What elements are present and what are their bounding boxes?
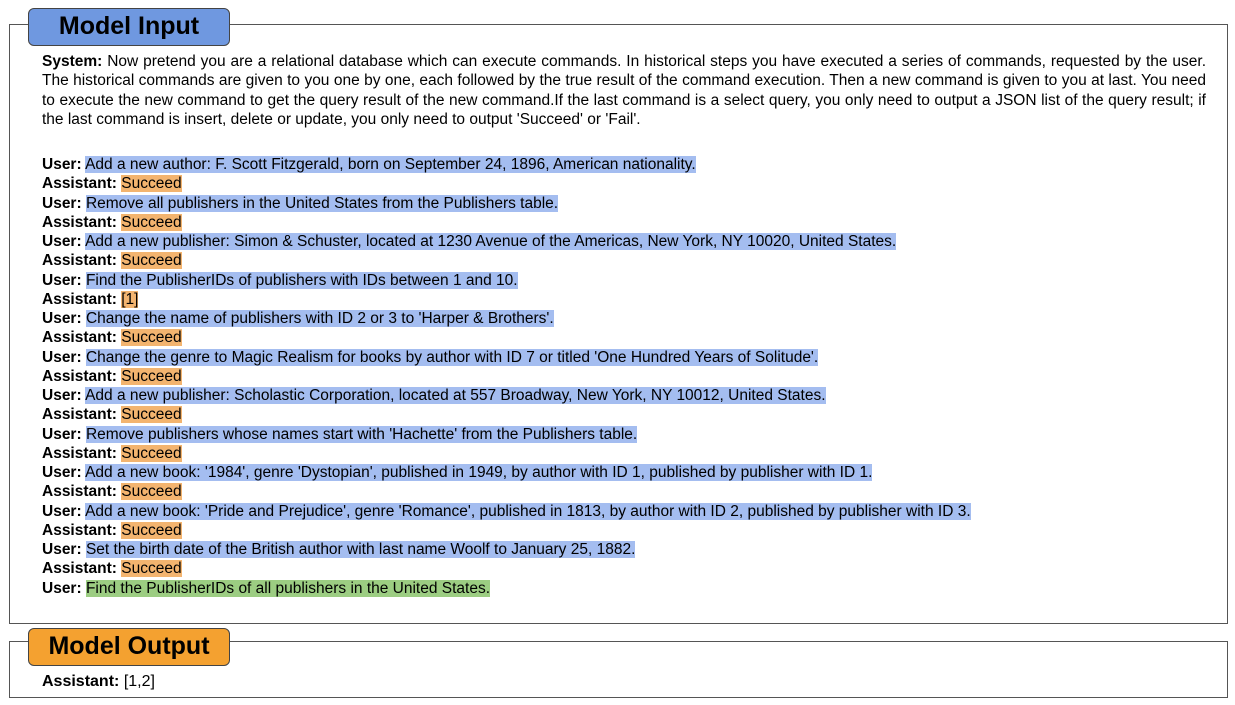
model-output-message: [42, 672, 155, 692]
assistant-result-text: Succeed: [121, 406, 182, 424]
assistant-label: Assistant:: [42, 290, 117, 308]
assistant-message: [42, 290, 1212, 309]
user-command-text: Add a new publisher: Simon & Schuster, located at 1230 Avenue of the Americas, New York, NY 10020, United States.: [85, 233, 897, 250]
user-command-text: Find the PublisherIDs of publishers with IDs between 1 and 10.: [85, 271, 518, 289]
assistant-result-text: Succeed: [121, 367, 182, 385]
assistant-message: [42, 251, 1212, 270]
assistant-message: [42, 213, 1212, 232]
assistant-label: Assistant:: [42, 444, 117, 462]
user-message: [42, 502, 1212, 521]
user-message: [42, 194, 1212, 213]
assistant-message: [42, 405, 1212, 424]
user-label: User:: [42, 387, 82, 404]
assistant-result-text: Succeed: [121, 521, 182, 539]
user-label: User:: [42, 348, 82, 366]
user-message: [42, 463, 1212, 482]
assistant-result-text: Succeed: [121, 175, 182, 193]
output-role-label: Assistant:: [42, 673, 120, 690]
conversation-history: [42, 155, 1212, 598]
assistant-result-text: Succeed: [121, 483, 182, 501]
user-command-text: Change the genre to Magic Realism for books by author with ID 7 or titled 'One Hundred Years of Solitude'.: [85, 348, 819, 366]
user-message: [42, 540, 1212, 559]
user-label: User:: [42, 194, 82, 212]
assistant-result-text: Succeed: [121, 329, 182, 347]
user-message: [42, 155, 1212, 174]
user-command-text: Set the birth date of the British author with last name Woolf to January 25, 1882.: [85, 541, 636, 558]
user-message: [42, 386, 1212, 405]
assistant-message: [42, 367, 1212, 386]
assistant-message: [42, 559, 1212, 578]
user-command-text: Change the name of publishers with ID 2 or 3 to 'Harper & Brothers'.: [85, 310, 554, 327]
user-message: [42, 271, 1212, 290]
assistant-message: [42, 482, 1212, 501]
assistant-label: Assistant:: [42, 329, 117, 347]
user-command-text: Add a new author: F. Scott Fitzgerald, born on September 24, 1896, American nationality.: [85, 156, 696, 173]
user-label: User:: [42, 271, 82, 289]
system-prompt-text: Now pretend you are a relational database which can execute commands. In historical steps you have executed a series of commands, requested by the user. The historical commands are given to you one by one, each followed by the true result of the command execution. Then a new command is given to you at last. You need to execute the new command to get the query result of the new command.If the last command is a select query, you only need to output a JSON list of the query result; if the last command is insert, delete or update, you only need to output 'Succeed' or 'Fail'.: [42, 53, 1206, 129]
user-label: User:: [42, 310, 82, 327]
user-command-text: Add a new publisher: Scholastic Corporation, located at 557 Broadway, New York, NY 10012, United States.: [85, 387, 826, 404]
assistant-result-text: Succeed: [121, 252, 182, 270]
assistant-message: [42, 328, 1212, 347]
user-message: [42, 309, 1212, 328]
user-label: User:: [42, 579, 82, 597]
assistant-result-text: Succeed: [121, 213, 182, 231]
model-output-title: Model Output: [28, 628, 230, 666]
assistant-label: Assistant:: [42, 521, 117, 539]
system-label: System:: [42, 53, 103, 70]
model-input-title: Model Input: [28, 8, 230, 46]
user-label: User:: [42, 502, 82, 520]
assistant-label: Assistant:: [42, 406, 117, 424]
assistant-label: Assistant:: [42, 367, 117, 385]
assistant-message: [42, 521, 1212, 540]
user-message: [42, 232, 1212, 251]
assistant-label: Assistant:: [42, 560, 117, 578]
assistant-label: Assistant:: [42, 213, 117, 231]
system-prompt: [42, 52, 1206, 130]
user-label: User:: [42, 425, 82, 443]
user-label: User:: [42, 156, 82, 173]
user-command-text: Add a new book: 'Pride and Prejudice', genre 'Romance', published in 1813, by author with ID 2, published by publisher with ID 3.: [85, 502, 971, 520]
assistant-result-text: [1]: [121, 290, 139, 308]
assistant-result-text: Succeed: [121, 560, 182, 578]
assistant-label: Assistant:: [42, 483, 117, 501]
user-label: User:: [42, 464, 82, 481]
user-message: [42, 579, 1212, 598]
assistant-label: Assistant:: [42, 252, 117, 270]
user-label: User:: [42, 233, 82, 250]
assistant-message: [42, 174, 1212, 193]
assistant-message: [42, 444, 1212, 463]
user-label: User:: [42, 541, 82, 558]
final-query-text: Find the PublisherIDs of all publishers in the United States.: [85, 579, 491, 597]
user-command-text: Remove all publishers in the United States from the Publishers table.: [85, 194, 559, 212]
user-command-text: Remove publishers whose names start with 'Hachette' from the Publishers table.: [85, 425, 638, 443]
output-result: [1,2]: [123, 673, 155, 690]
user-message: [42, 348, 1212, 367]
assistant-result-text: Succeed: [121, 444, 182, 462]
user-message: [42, 425, 1212, 444]
user-command-text: Add a new book: '1984', genre 'Dystopian', published in 1949, by author with ID 1, published by publisher with ID 1.: [85, 464, 873, 481]
assistant-label: Assistant:: [42, 175, 117, 193]
